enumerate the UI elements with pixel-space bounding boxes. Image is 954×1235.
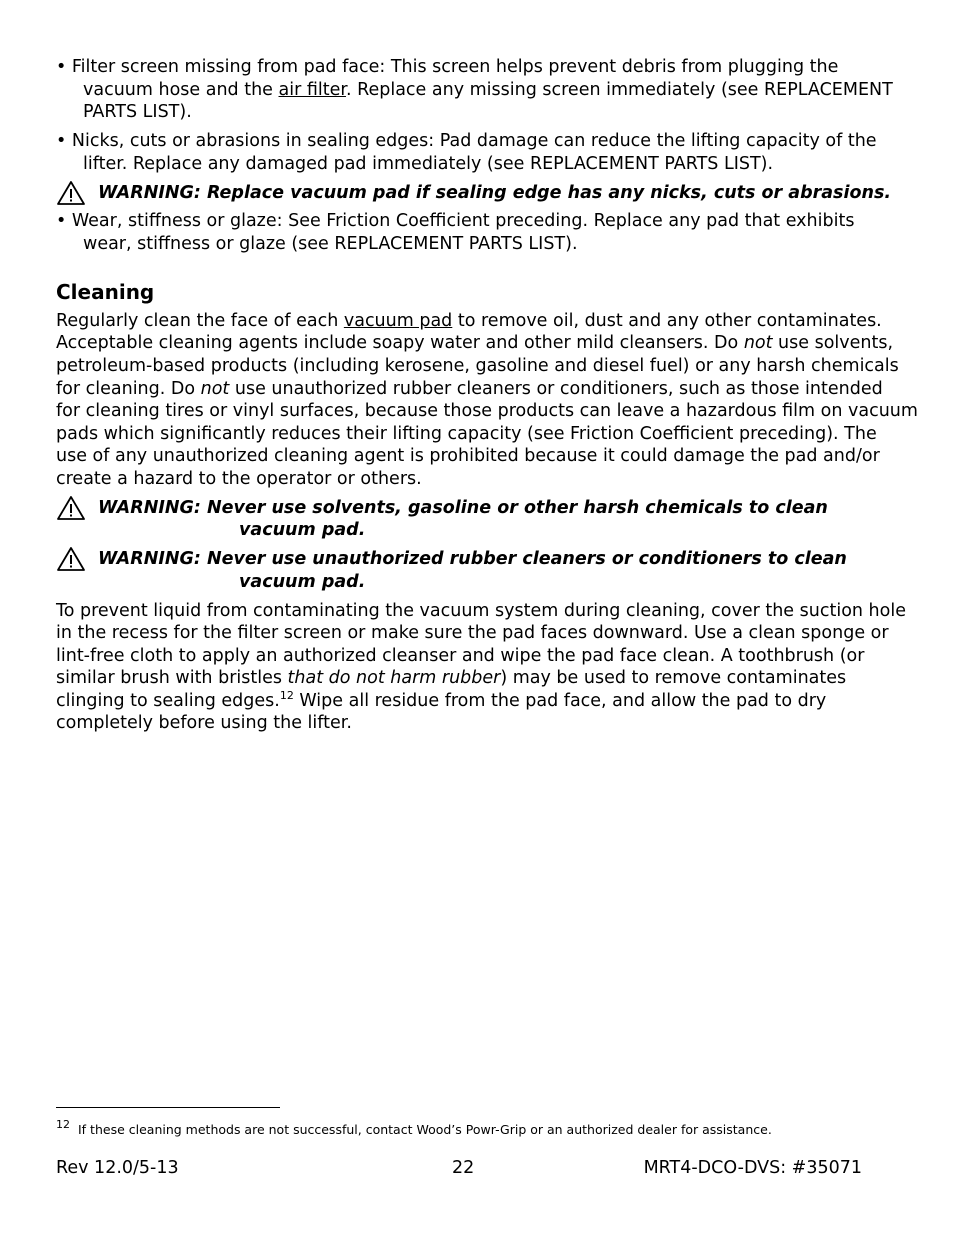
paragraph-line	[56, 310, 882, 332]
text: Regularly clean the face of each	[56, 311, 344, 331]
footnote	[56, 1118, 772, 1138]
bullet-nicks-line2: lifter. Replace any damaged pad immediately (see REPLACEMENT PARTS LIST).	[83, 154, 774, 174]
footnote-text: If these cleaning methods are not successful, contact Wood’s Powr-Grip or an authorized dealer for assistance.	[78, 1122, 772, 1137]
text: ) may be used to remove contaminates	[500, 668, 847, 688]
air-filter-link[interactable]: air filter	[278, 80, 346, 100]
paragraph-line: use of any unauthorized cleaning agent is prohibited because it could damage the pad and/or	[56, 446, 880, 466]
warning-triangle-icon	[56, 180, 86, 206]
paragraph-line: pads which significantly reduces their lifting capacity (see Friction Coefficient preceding). The	[56, 424, 877, 444]
warning-text: WARNING: Replace vacuum pad if sealing edge has any nicks, cuts or abrasions.	[98, 183, 892, 203]
bullet-nicks-line1: • Nicks, cuts or abrasions in sealing edges: Pad damage can reduce the lifting capacity of the	[56, 131, 877, 151]
warning-triangle-icon	[56, 495, 86, 521]
footer-page-number: 22	[452, 1158, 475, 1178]
warning-text: vacuum pad.	[239, 572, 366, 592]
paragraph-line: petroleum-based products (including kerosene, gasoline and diesel fuel) or any harsh chemicals	[56, 356, 899, 376]
paragraph-line: in the recess for the filter screen or make sure the pad faces downward. Use a clean sponge or	[56, 623, 889, 643]
warning-text: WARNING: Never use solvents, gasoline or other harsh chemicals to clean	[98, 498, 828, 518]
paragraph-line: completely before using the lifter.	[56, 713, 352, 733]
paragraph-line: create a hazard to the operator or others.	[56, 469, 422, 489]
footer-revision: Rev 12.0/5-13	[56, 1158, 179, 1178]
paragraph-line	[56, 332, 893, 354]
text: . Replace any missing screen immediately (see REPLACEMENT	[345, 80, 893, 100]
section-heading: Cleaning	[56, 280, 155, 304]
text: Wipe all residue from the pad face, and allow the pad to dry	[293, 691, 827, 711]
text: clinging to sealing edges.	[56, 691, 280, 711]
emphasis: that do not harm rubber	[287, 668, 501, 688]
emphasis: not	[200, 379, 230, 399]
vacuum-pad-link[interactable]: vacuum pad	[343, 311, 453, 331]
bullet-filter-line2	[83, 79, 893, 101]
bullet-wear-line2: wear, stiffness or glaze (see REPLACEMENT PARTS LIST).	[83, 234, 578, 254]
warning-text: WARNING: Never use unauthorized rubber cleaners or conditioners to clean	[98, 549, 847, 569]
warning-triangle-icon	[56, 546, 86, 572]
text: for cleaning. Do	[56, 379, 201, 399]
text: vacuum hose and the	[83, 80, 279, 100]
text: use solvents,	[772, 333, 894, 353]
footer-document-id: MRT4-DCO-DVS: #35071	[643, 1158, 862, 1178]
paragraph-line	[56, 690, 826, 712]
bullet-filter-line3: PARTS LIST).	[83, 102, 192, 122]
text: Acceptable cleaning agents include soapy water and other mild cleansers. Do	[56, 333, 744, 353]
emphasis: not	[743, 333, 773, 353]
paragraph-line: lint-free cloth to apply an authorized cleanser and wipe the pad face clean. A toothbrush (or	[56, 646, 865, 666]
bullet-filter-line1: • Filter screen missing from pad face: This screen helps prevent debris from plugging the	[56, 57, 839, 77]
paragraph-line: To prevent liquid from contaminating the vacuum system during cleaning, cover the suction hole	[56, 601, 906, 621]
text: use unauthorized rubber cleaners or conditioners, such as those intended	[229, 379, 883, 399]
paragraph-line	[56, 378, 883, 400]
paragraph-line: for cleaning tires or vinyl surfaces, because those products can leave a hazardous film on vacuum	[56, 401, 918, 421]
footnote-divider	[56, 1107, 280, 1108]
warning-text: vacuum pad.	[239, 520, 366, 540]
footnote-mark: 12	[56, 1118, 70, 1131]
text: similar brush with bristles	[56, 668, 288, 688]
bullet-wear-line1: • Wear, stiffness or glaze: See Friction Coefficient preceding. Replace any pad that exhibits	[56, 211, 855, 231]
text: to remove oil, dust and any other contaminates.	[452, 311, 882, 331]
footnote-reference[interactable]: 12	[279, 689, 294, 702]
paragraph-line	[56, 667, 846, 689]
